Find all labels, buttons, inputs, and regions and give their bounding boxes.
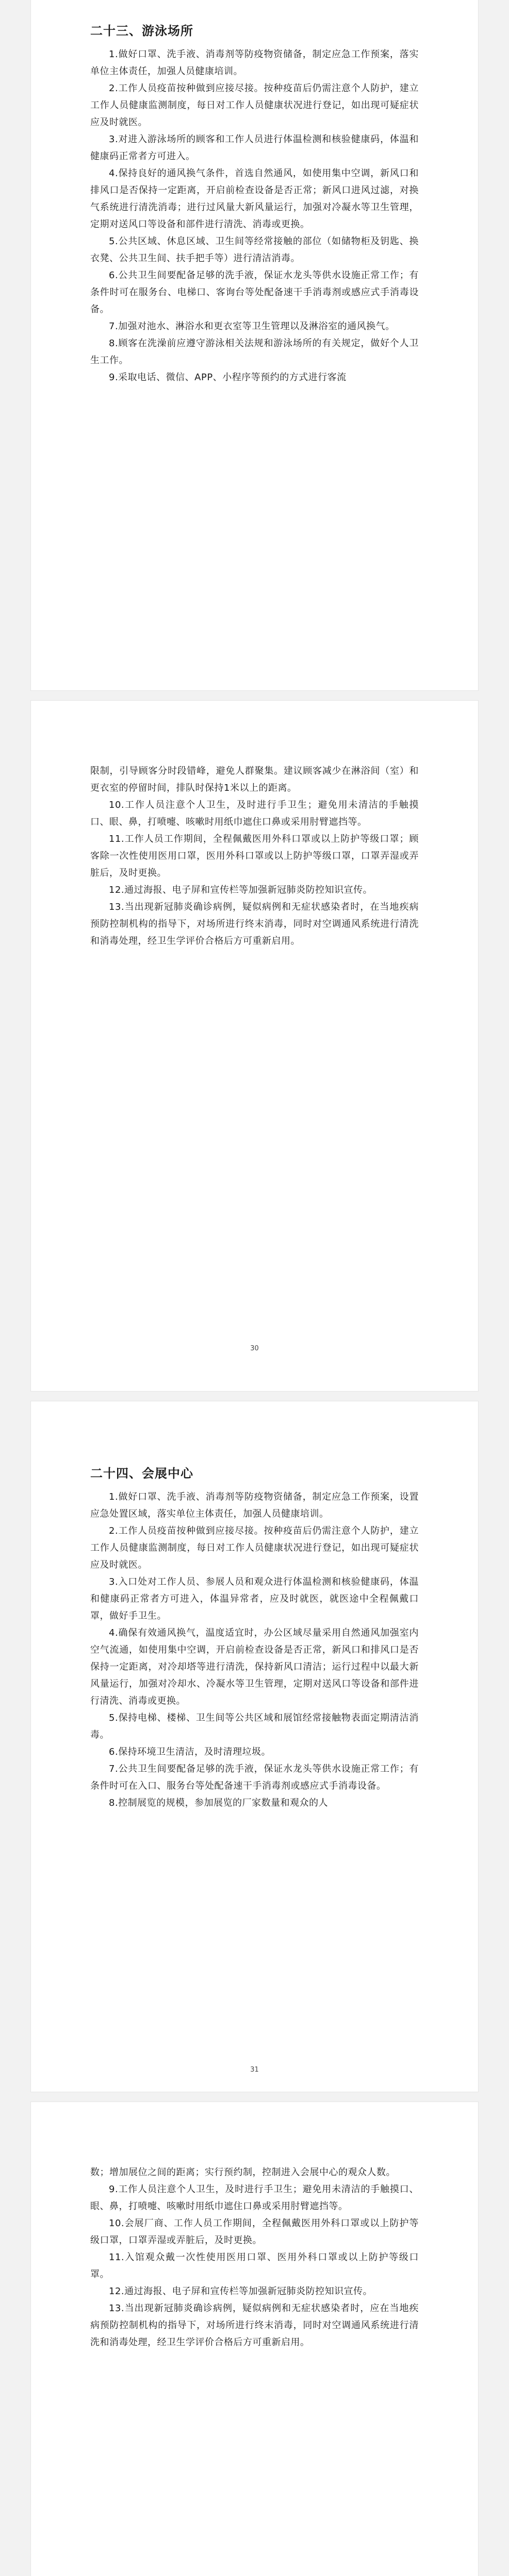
paragraph: 11.工作人员工作期间，全程佩戴医用外科口罩或以上防护等级口罩；顾客除一次性使用医用口罩，医用外科口罩或以上防护等级口罩，口罩弄湿或弄脏后，及时更换。 <box>90 834 419 878</box>
paragraph: 6.保持环境卫生清洁，及时清理垃圾。 <box>109 1747 271 1757</box>
paragraph: 10.会展厂商、工作人员工作期间，全程佩戴医用外科口罩或以上防护等级口罩，口罩弄湿或弄脏后，及时更换。 <box>90 2218 419 2246</box>
paragraph: 5.公共区域、休息区域、卫生间等经常接触的部位（如储物柜及钥匙、换衣凳、公共卫生间、扶手把手等）进行清洁消毒。 <box>90 236 419 264</box>
paragraph: 4.保持良好的通风换气条件，首选自然通风，如使用集中空调，新风口和排风口是否保持一定距离，开启前检查设备是否正常；新风口进风过滤，对换气系统进行清洗消毒；进行过风量大新风量运行，加强对冷凝水等卫生管理，定期对送风口等设备和部件进行清洗、消毒或更换。 <box>90 168 419 230</box>
paragraph: 数；增加展位之间的距离；实行预约制，控制进入会展中心的观众人数。 <box>90 2167 396 2178</box>
document-page-2 <box>31 701 478 1391</box>
paragraph: 7.加强对池水、淋浴水和更衣室等卫生管理以及淋浴室的通风换气。 <box>109 321 395 332</box>
paragraph: 3.入口处对工作人员、参展人员和观众进行体温检测和核验健康码，体温和健康码正常者方可进入，体温异常者，应及时就医，就医途中全程佩戴口罩，做好手卫生。 <box>90 1577 419 1621</box>
paragraph: 8.顾客在洗澡前应遵守游泳相关法规和游泳场所的有关规定，做好个人卫生工作。 <box>90 338 419 366</box>
paragraph: 2.工作人员疫苗按种做到应接尽接。按种疫苗后仍需注意个人防护，建立工作人员健康监测制度，每日对工作人员健康状况进行登记，如出现可疑症状应及时就医。 <box>90 1526 419 1570</box>
paragraph: 1.做好口罩、洗手液、消毒剂等防疫物资储备，制定应急工作预案，落实单位主体责任，加强人员健康培训。 <box>90 49 419 77</box>
paragraph: 1.做好口罩、洗手液、消毒剂等防疫物资储备，制定应急工作预案，设置应急处置区域，落实单位主体责任，加强人员健康培训。 <box>90 1492 419 1519</box>
section-title: 二十四、会展中心 <box>90 1466 193 1481</box>
paragraph: 13.当出现新冠肺炎确诊病例，疑似病例和无症状感染者时，在当地疾病预防控制机构的指导下，对场所进行终末消毒，同时对空调通风系统进行清洗和消毒处理，经卫生学评价合格后方可重新启用。 <box>90 902 419 946</box>
paragraph: 7.公共卫生间要配备足够的洗手液，保证水龙头等供水设施正常工作；有条件时可在入口、服务台等处配备速干手消毒剂或感应式手消毒设备。 <box>90 1764 419 1791</box>
paragraph: 2.工作人员疫苗按种做到应接尽接。按种疫苗后仍需注意个人防护，建立工作人员健康监测制度，每日对工作人员健康状况进行登记，如出现可疑症状应及时就医。 <box>90 83 419 128</box>
document-page-1 <box>31 0 478 690</box>
paragraph: 10.工作人员注意个人卫生，及时进行手卫生；避免用未清洁的手触摸口、眼、鼻，打喷嚏、咳嗽时用纸巾遮住口鼻或采用肘臂遮挡等。 <box>90 800 419 827</box>
page-number: 30 <box>250 1345 259 1352</box>
paragraph: 3.对进入游泳场所的顾客和工作人员进行体温检测和核验健康码，体温和健康码正常者方可进入。 <box>90 134 419 162</box>
section-title: 二十三、游泳场所 <box>90 24 193 38</box>
page-number: 31 <box>250 2066 259 2074</box>
paragraph: 9.采取电话、微信、APP、小程序等预约的方式进行客流 <box>109 372 347 383</box>
document-page-3 <box>31 1401 478 2092</box>
paragraph: 4.确保有效通风换气，温度适宜时，办公区域尽量采用自然通风加强室内空气流通，如使用集中空调，开启前检查设备是否正常，新风口和排风口是否保持一定距离，对冷却塔等进行清洗，保持新风口清洁；运行过程中以最大新风量运行，加强对冷却水、冷凝水等卫生管理，定期对送风口等设备和部件进行清洗、消毒或更换。 <box>90 1628 419 1706</box>
paragraph: 12.通过海报、电子屏和宣传栏等加强新冠肺炎防控知识宣传。 <box>109 885 373 895</box>
paragraph: 9.工作人员注意个人卫生，及时进行手卫生；避免用未清洁的手触摸口、眼、鼻，打喷嚏、咳嗽时用纸巾遮住口鼻或采用肘臂遮挡等。 <box>90 2184 419 2212</box>
paragraph: 5.保持电梯、楼梯、卫生间等公共区域和展馆经常接触物表面定期清洁消毒。 <box>90 1713 419 1740</box>
paragraph: 8.控制展览的规模，参加展览的厂家数量和观众的人 <box>109 1798 329 1808</box>
paragraph: 11.入馆观众戴一次性使用医用口罩、医用外科口罩或以上防护等级口罩。 <box>90 2252 419 2280</box>
paragraph: 限制，引导顾客分时段错峰，避免人群聚集。建议顾客减少在淋浴间（室）和更衣室的停留时间，排队时保持1米以上的距离。 <box>90 766 419 793</box>
paragraph: 6.公共卫生间要配备足够的洗手液，保证水龙头等供水设施正常工作；有条件时可在服务台、电梯口、客询台等处配备速干手消毒剂或感应式手消毒设备。 <box>90 270 419 315</box>
paragraph: 12.通过海报、电子屏和宣传栏等加强新冠肺炎防控知识宣传。 <box>109 2286 373 2297</box>
paragraph: 13.当出现新冠肺炎确诊病例，疑似病例和无症状感染者时，应在当地疾病预防控制机构的指导下，对场所进行终末消毒，同时对空调通风系统进行清洗和消毒处理，经卫生学评价合格后方可重新启用。 <box>90 2303 419 2348</box>
document-page-4 <box>31 2102 478 2576</box>
